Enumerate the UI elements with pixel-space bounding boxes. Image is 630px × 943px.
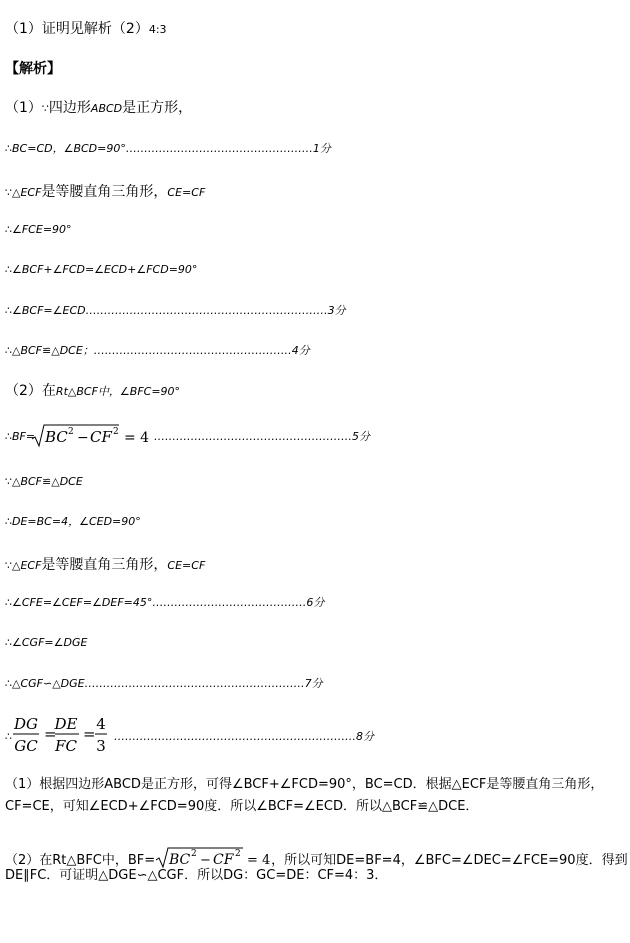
answer-ratio: 4:3 xyxy=(148,23,167,36)
proof2-heading xyxy=(5,384,180,398)
frac1-numerator: DG xyxy=(13,715,39,733)
section-heading: 【解析】 xyxy=(5,61,61,77)
analysis-p2-b: ，所以可知DE=BF=4，∠BFC=∠DEC=∠FCE=90度．得到 xyxy=(271,853,628,868)
proof1-line-5: ∴∠BCF=∠ECD…………………………………………………………3分 xyxy=(5,304,346,317)
bf-minus: − xyxy=(77,430,89,446)
analysis-p2-line1 xyxy=(5,846,628,870)
proof2-line-3: ∴DE=BC=4，∠CED=90° xyxy=(5,515,141,528)
bf-equals: = 4 xyxy=(124,430,150,446)
proof1-line-4: ∴∠BCF+∠FCD=∠ECD+∠FCD=90° xyxy=(5,263,198,276)
frac1-denominator: GC xyxy=(14,737,38,755)
analysis-p1-line2: CF=CE，可知∠ECD+∠FCD=90度．所以∠BCF=∠ECD．所以△BCF≌△DCE． xyxy=(5,799,479,814)
proof1-heading xyxy=(5,101,192,115)
bf-exp-2: 2 xyxy=(113,427,119,437)
proof1-line-6: ∴△BCF≌△DCE；………………………………………………4分 xyxy=(5,344,310,357)
analysis-bf-right: CF xyxy=(213,852,234,868)
ce-cf-2: CE=CF xyxy=(167,559,206,572)
proof2-head-c: 中，∠BFC=90° xyxy=(97,385,181,398)
analysis-bf-exp1: 2 xyxy=(191,849,197,859)
answer-prefix: （1）证明见解析（2） xyxy=(5,21,149,37)
fraction-tail: …………………………………………………………8分 xyxy=(114,730,374,743)
ratio-fraction-formula xyxy=(10,712,110,756)
analysis-bf-exp2: 2 xyxy=(235,849,241,859)
triangle-ecf-2: ∵△ECF xyxy=(5,559,42,572)
bf-prefix: ∴BF= xyxy=(5,430,36,443)
equals-1: = xyxy=(44,725,57,743)
proof2-line-7: ∴△CGF∽△DGE……………………………………………………7分 xyxy=(5,677,323,690)
analysis-bf-sqrt-formula xyxy=(155,846,271,870)
analysis-p2-a: （2）在Rt△BFC中，BF= xyxy=(5,853,156,868)
analysis-bf-left: BC xyxy=(169,852,191,868)
frac2-numerator: DE xyxy=(54,715,78,733)
bf-tail: ………………………………………………5分 xyxy=(154,430,370,443)
analysis-bf-eq: = 4 xyxy=(247,853,271,868)
bf-sqrt-formula xyxy=(31,423,151,449)
proof2-line-5: ∴∠CFE=∠CEF=∠DEF=45°……………………………………6分 xyxy=(5,596,325,609)
isosceles-text: 是等腰直角三角形， xyxy=(41,184,168,200)
ce-cf: CE=CF xyxy=(167,186,206,199)
bf-exp-1: 2 xyxy=(68,427,74,437)
proof2-line-6: ∴∠CGF=∠DGE xyxy=(5,636,88,649)
bf-expr-left: BC xyxy=(45,428,68,446)
fraction-prefix: ∴ xyxy=(5,730,12,743)
proof2-line-2: ∵△BCF≌△DCE xyxy=(5,475,83,488)
frac3-numerator: 4 xyxy=(96,715,106,733)
analysis-p1-line1: （1）根据四边形ABCD是正方形，可得∠BCF+∠FCD=90°，BC=CD．根据△ECF是等腰直角三角形， xyxy=(5,777,604,792)
frac2-denominator: FC xyxy=(55,737,77,755)
isosceles-text-2: 是等腰直角三角形， xyxy=(41,557,168,573)
analysis-bf-minus: − xyxy=(200,853,212,868)
analysis-p2-line2: DE∥FC．可证明△DGE∽△CGF．所以DG：GC=DE：CF=4：3． xyxy=(5,868,388,883)
proof1-num: （1） xyxy=(5,100,42,116)
proof1-line-1: ∴BC=CD，∠BCD=90°……………………………………………1分 xyxy=(5,142,331,155)
answer-line xyxy=(5,22,167,36)
frac3-denominator: 3 xyxy=(96,737,106,755)
bf-expr-right: CF xyxy=(90,428,112,446)
proof1-tail: 是正方形， xyxy=(122,100,193,116)
proof2-head-a: （2）在 xyxy=(5,383,56,399)
triangle-ecf: ∵△ECF xyxy=(5,186,42,199)
proof2-line-4 xyxy=(5,556,205,572)
proof1-line-2 xyxy=(5,183,205,199)
rt-triangle: Rt△BCF xyxy=(55,385,98,398)
proof1-text: 四边形 xyxy=(48,100,91,116)
proof1-line-3: ∴∠FCE=90° xyxy=(5,223,72,236)
square-name: ABCD xyxy=(90,102,123,115)
because-symbol: ∵ xyxy=(41,102,49,115)
equals-2: = xyxy=(83,725,96,743)
